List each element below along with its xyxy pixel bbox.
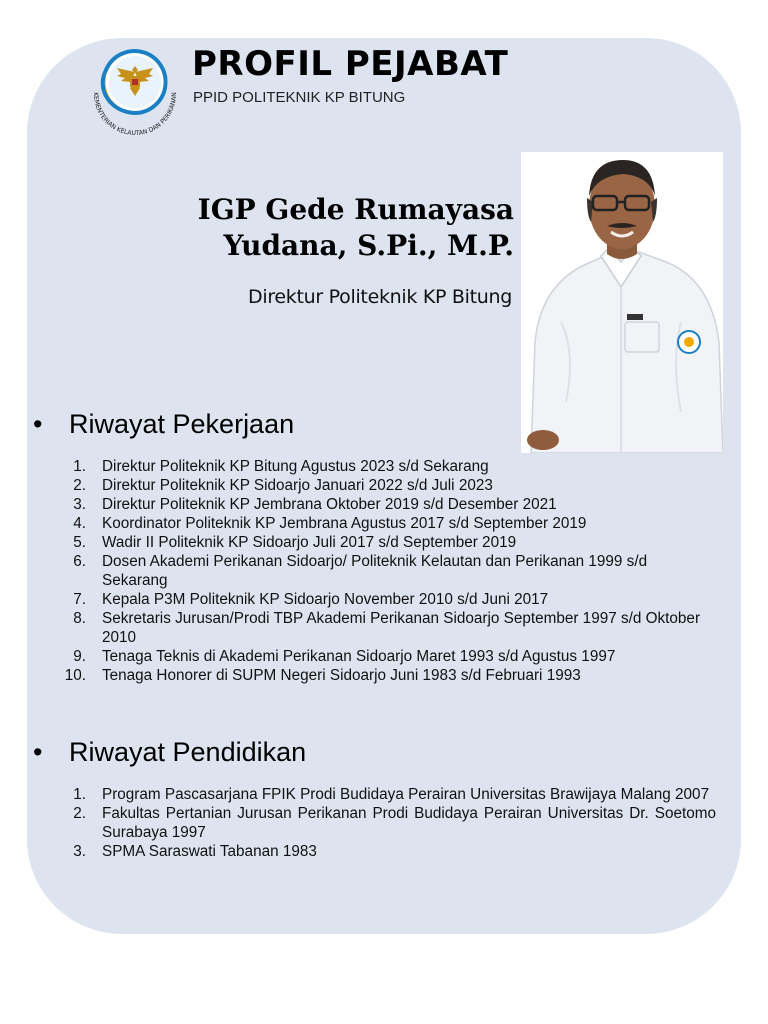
list-item-text: SPMA Saraswati Tabanan 1983 — [102, 843, 317, 860]
list-item — [62, 647, 702, 666]
list-item-text: Tenaga Teknis di Akademi Perikanan Sidoarjo Maret 1993 s/d Agustus 1997 — [102, 648, 616, 665]
list-item — [62, 514, 702, 533]
list-item-number: 3. — [73, 843, 86, 860]
list-item-text: Fakultas Pertanian Jurusan Perikanan Prodi Budidaya Perairan Universitas Dr. Soetomo Surabaya 1997 — [102, 805, 716, 841]
official-name-line1: IGP Gede Rumayasa — [197, 193, 514, 226]
list-item-number: 4. — [73, 515, 86, 532]
list-item — [62, 590, 702, 609]
list-item-number: 9. — [73, 648, 86, 665]
list-item-number: 2. — [73, 477, 86, 494]
list-item-text: Dosen Akademi Perikanan Sidoarjo/ Politeknik Kelautan dan Perikanan 1999 s/d Sekarang — [102, 553, 648, 589]
list-item-number: 1. — [73, 458, 86, 475]
education-list — [62, 785, 716, 861]
official-name — [198, 192, 514, 264]
page-title: PROFIL PEJABAT — [192, 44, 509, 84]
list-item-number: 10. — [64, 667, 86, 684]
list-item-text: Koordinator Politeknik KP Jembrana Agustus 2017 s/d September 2019 — [102, 515, 587, 532]
list-item-number: 8. — [73, 610, 86, 627]
list-item-text: Direktur Politeknik KP Sidoarjo Januari 2022 s/d Juli 2023 — [102, 477, 493, 494]
list-item-text: Direktur Politeknik KP Jembrana Oktober 2019 s/d Desember 2021 — [102, 496, 557, 513]
education-title: Riwayat Pendidikan — [69, 737, 307, 767]
page-subtitle: PPID POLITEKNIK KP BITUNG — [193, 89, 406, 106]
list-item-number: 6. — [73, 553, 86, 570]
list-item — [62, 533, 702, 552]
list-item-text: Direktur Politeknik KP Bitung Agustus 2023 s/d Sekarang — [102, 458, 489, 475]
logo-text: KEMENTERIAN KELAUTAN DAN PERIKANAN — [91, 92, 179, 138]
list-item-number: 2. — [73, 805, 86, 822]
official-portrait — [521, 152, 723, 453]
bullet-icon: • — [33, 409, 43, 439]
official-name-line2: Yudana, S.Pi., M.P. — [223, 229, 514, 262]
work-history-title: Riwayat Pekerjaan — [69, 409, 295, 439]
list-item-text: Sekretaris Jurusan/Prodi TBP Akademi Perikanan Sidoarjo September 1997 s/d Oktober 2010 — [102, 610, 701, 646]
list-item — [62, 785, 716, 804]
list-item — [62, 552, 702, 590]
list-item-text: Kepala P3M Politeknik KP Sidoarjo November 2010 s/d Juni 2017 — [102, 591, 549, 608]
ministry-logo — [80, 42, 190, 152]
list-item-number: 5. — [73, 534, 86, 551]
list-item — [62, 457, 702, 476]
list-item — [62, 842, 716, 861]
list-item-number: 1. — [73, 786, 86, 803]
list-item-text: Wadir II Politeknik KP Sidoarjo Juli 2017 s/d September 2019 — [102, 534, 517, 551]
list-item-number: 3. — [73, 496, 86, 513]
bullet-icon: • — [33, 737, 43, 767]
list-item-number: 7. — [73, 591, 86, 608]
work-history-heading — [33, 409, 294, 440]
education-heading — [33, 737, 306, 768]
official-role: Direktur Politeknik KP Bitung — [248, 286, 512, 308]
list-item — [62, 666, 702, 685]
list-item — [62, 495, 702, 514]
list-item — [62, 804, 716, 842]
list-item — [62, 609, 702, 647]
work-history-list — [62, 457, 702, 685]
list-item — [62, 476, 702, 495]
list-item-text: Program Pascasarjana FPIK Prodi Budidaya Perairan Universitas Brawijaya Malang 2007 — [102, 786, 710, 803]
list-item-text: Tenaga Honorer di SUPM Negeri Sidoarjo Juni 1983 s/d Februari 1993 — [102, 667, 581, 684]
